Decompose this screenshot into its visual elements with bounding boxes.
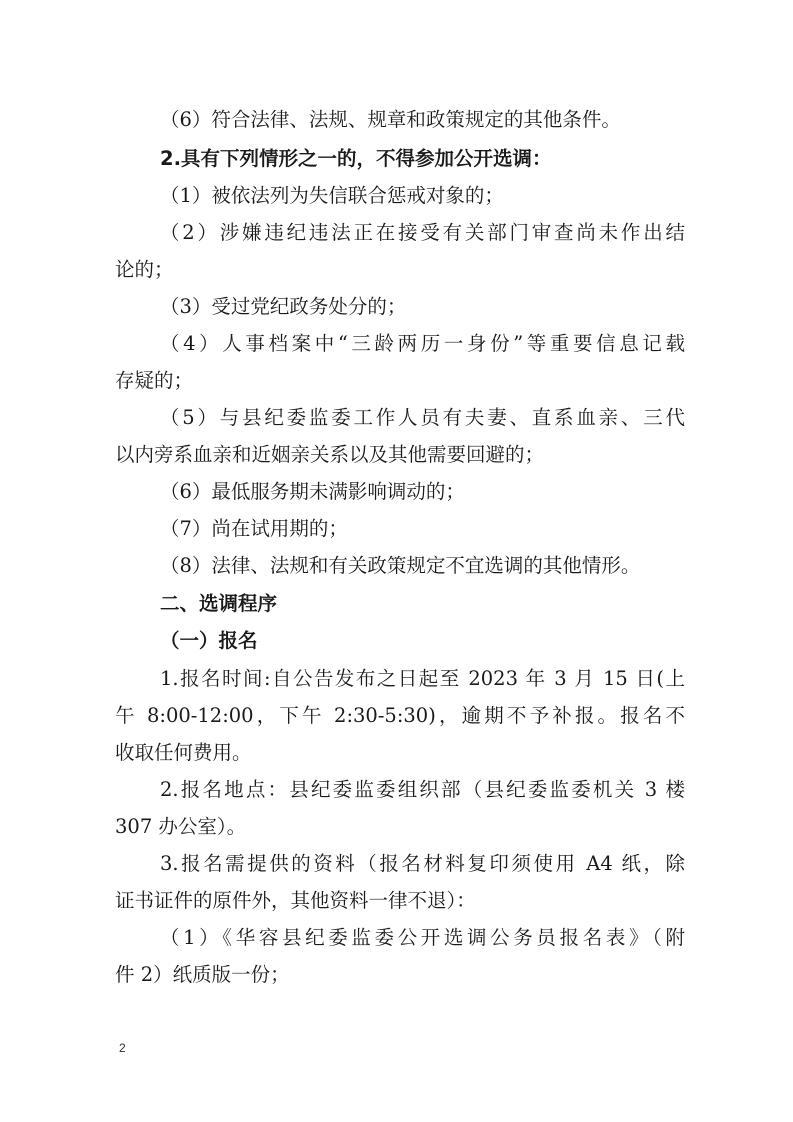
paragraph-registration-time-line3: 收取任何费用。 xyxy=(115,741,252,764)
page-number: 2 xyxy=(119,1041,126,1055)
section-heading-disqualifications: 2.具有下列情形之一的，不得参加公开选调： xyxy=(160,147,552,170)
paragraph-registration-materials-line2: 证书证件的原件外，其他资料一律不退）： xyxy=(115,889,476,912)
paragraph-disqualify-7: （7）尚在试用期的； xyxy=(160,517,348,540)
paragraph-registration-materials-line1: 3.报名需提供的资料（报名材料复印须使用 A4 纸，除 xyxy=(160,852,685,875)
paragraph-disqualify-4-line1: （4）人事档案中“三龄两历一身份”等重要信息记载 xyxy=(160,332,685,355)
paragraph-disqualify-2-line1: （2）涉嫌违纪违法正在接受有关部门审查尚未作出结 xyxy=(160,221,685,244)
paragraph-disqualify-8: （8）法律、法规和有关政策规定不宜选调的其他情形。 xyxy=(160,554,641,577)
paragraph-disqualify-6: （6）最低服务期未满影响调动的； xyxy=(160,480,465,503)
paragraph-disqualify-4-line2: 存疑的； xyxy=(115,369,194,392)
paragraph-disqualify-5-line1: （5）与县纪委监委工作人员有夫妻、直系血亲、三代 xyxy=(160,406,685,429)
paragraph-registration-time-line2: 午 8:00-12:00，下午 2:30-5:30)，逾期不予补报。报名不 xyxy=(115,704,685,727)
subsection-heading-registration: （一）报名 xyxy=(160,629,258,652)
paragraph-registration-time-line1: 1.报名时间:自公告发布之日起至 2023 年 3 月 15 日(上 xyxy=(160,667,685,690)
paragraph-disqualify-2-line2: 论的； xyxy=(115,258,174,281)
paragraph-condition-6: （6）符合法律、法规、规章和政策规定的其他条件。 xyxy=(160,108,621,131)
paragraph-disqualify-3: （3）受过党纪政务处分的； xyxy=(160,295,407,318)
paragraph-registration-place-line2: 307 办公室）。 xyxy=(115,815,247,838)
paragraph-material-1-line2: 件 2）纸质版一份； xyxy=(115,963,290,986)
paragraph-disqualify-1: （1）被依法列为失信联合惩戒对象的； xyxy=(160,184,504,207)
paragraph-disqualify-5-line2: 以内旁系血亲和近姻亲关系以及其他需要回避的； xyxy=(115,443,545,466)
paragraph-registration-place-line1: 2.报名地点：县纪委监委组织部（县纪委监委机关 3 楼 xyxy=(160,778,685,801)
section-heading-procedure: 二、选调程序 xyxy=(160,592,278,615)
paragraph-material-1-line1: （1）《华容县纪委监委公开选调公务员报名表》（附 xyxy=(160,926,685,949)
